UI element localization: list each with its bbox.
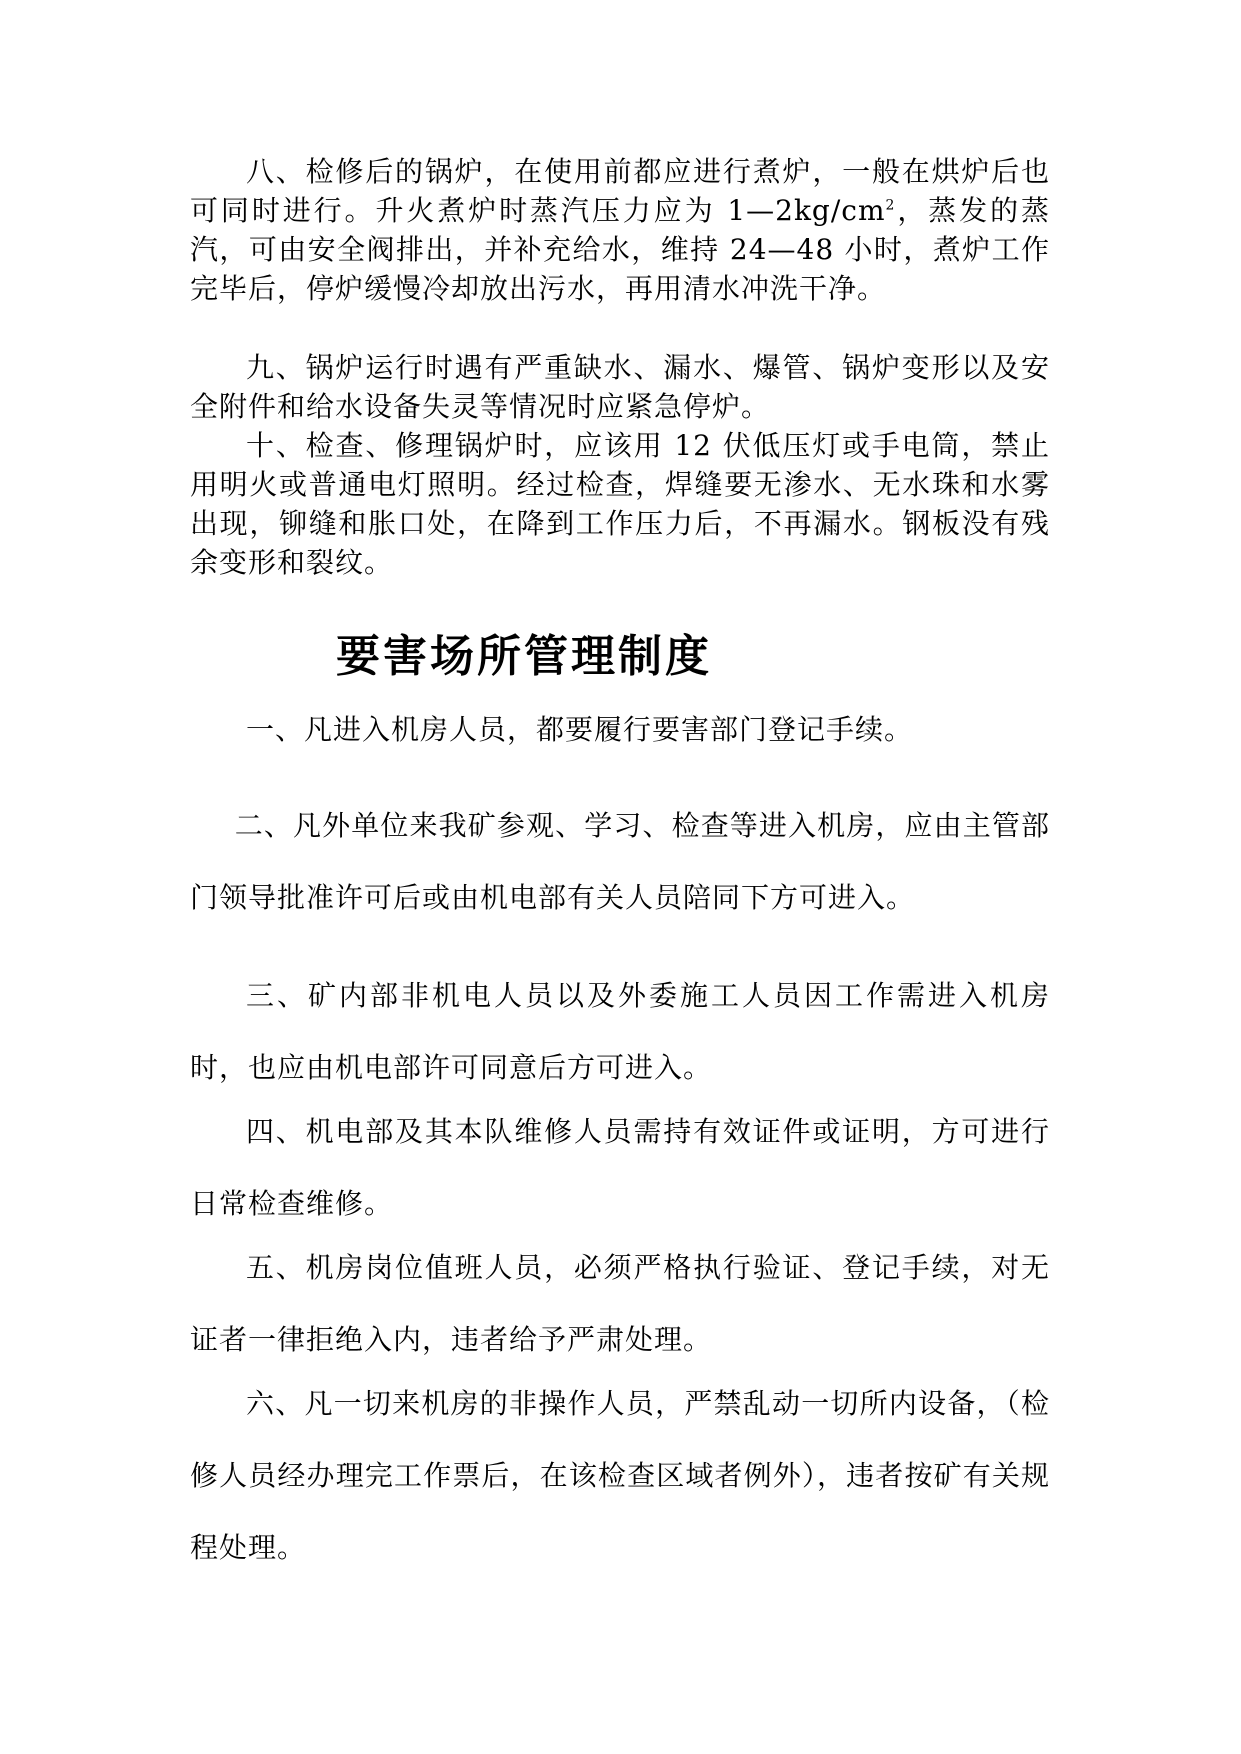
unit-superscript: 2 bbox=[885, 197, 896, 214]
rule-item-6: 六、凡一切来机房的非操作人员，严禁乱动一切所内设备，（检修人员经办理完工作票后，在该检查区域者例外），违者按矿有关规程处理。 bbox=[190, 1387, 1050, 1564]
rule-item-4: 四、机电部及其本队维修人员需持有效证件或证明，方可进行日常检查维修。 bbox=[190, 1115, 1050, 1220]
rule-item-3: 三、矿内部非机电人员以及外委施工人员因工作需进入机房时，也应由机电部许可同意后方可进入。 bbox=[190, 979, 1050, 1084]
paragraph-boiler-10: 十、检查、修理锅炉时，应该用 12 伏低压灯或手电筒，禁止用明火或普通电灯照明。经过检查，焊缝要无渗水、无水珠和水雾出现，铆缝和胀口处，在降到工作压力后，不再漏水。钢板没有残余变形和裂纹。 bbox=[190, 429, 1050, 579]
rule-item-1: 一、凡进入机房人员，都要履行要害部门登记手续。 bbox=[246, 713, 914, 746]
rule-item-2: 二、凡外单位来我矿参观、学习、检查等进入机房，应由主管部门领导批准许可后或由机电部有关人员陪同下方可进入。 bbox=[190, 809, 1050, 914]
paragraph-boiler-9: 九、锅炉运行时遇有严重缺水、漏水、爆管、锅炉变形以及安全附件和给水设备失灵等情况时应紧急停炉。 bbox=[190, 351, 1050, 423]
paragraph-boiler-8-text: 八、检修后的锅炉，在使用前都应进行煮炉，一般在烘炉后也可同时进行。升火煮炉时蒸汽压力应为 1—2kg/cm bbox=[190, 155, 1050, 227]
section-title: 要害场所管理制度 bbox=[336, 631, 712, 682]
paragraph-boiler-8 bbox=[190, 152, 1050, 308]
paragraph-boiler-8-text-cont: ，蒸发的蒸汽，可由安全阀排出，并补充给水，维持 24—48 小时，煮炉工作完毕后，停炉缓慢冷却放出污水，再用清水冲洗干净。 bbox=[190, 194, 1050, 305]
rule-item-5: 五、机房岗位值班人员，必须严格执行验证、登记手续，对无证者一律拒绝入内，违者给予严肃处理。 bbox=[190, 1251, 1050, 1356]
